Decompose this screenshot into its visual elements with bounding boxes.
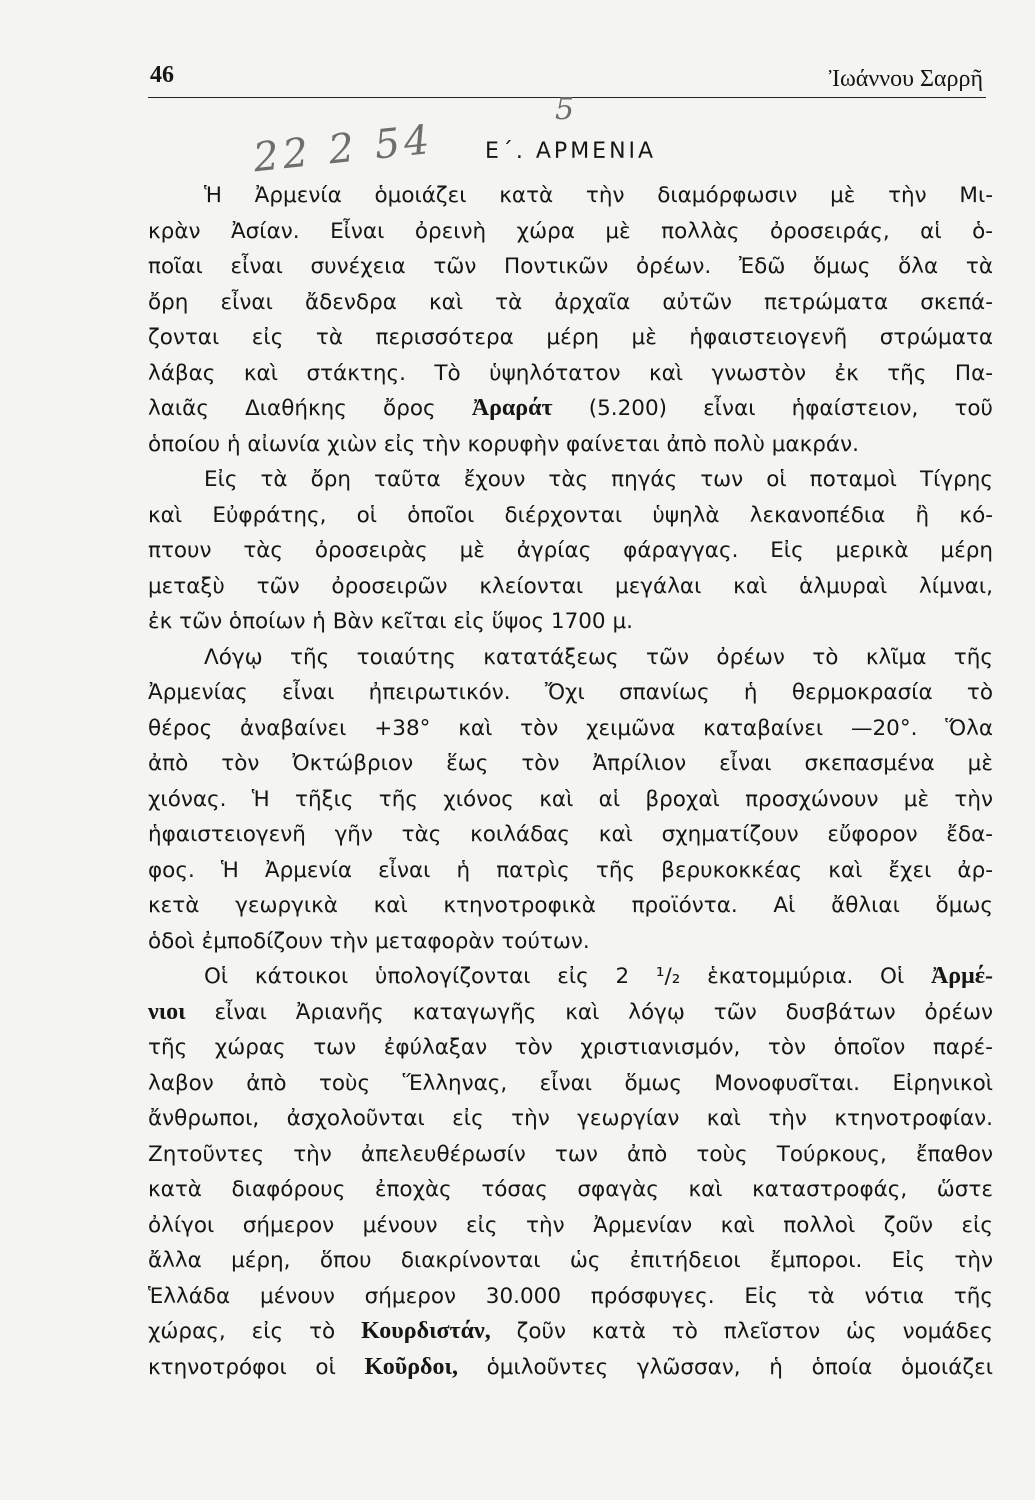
text-line: Ζητοῦντες τὴν ἀπελευθέρωσίν των ἀπὸ τοὺς Τούρκους, ἔπαθον <box>148 1141 993 1167</box>
handwritten-mark: 5 <box>555 92 575 127</box>
text-line: Ἡ Ἀρμενία ὁμοιάζει κατὰ τὴν διαμόρφωσιν μὲ τὴν Μι- <box>204 183 993 208</box>
text-line: ἄνθρωποι, ἀσχολοῦνται εἰς τὴν γεωργίαν καὶ τὴν κτηνοτροφίαν. <box>148 1106 993 1131</box>
page-number: 46 <box>150 62 174 88</box>
text-line: ζονται εἰς τὰ περισσότερα μέρη μὲ ἡφαιστειογενῆ στρώματα <box>148 325 993 350</box>
text-line: ὁδοὶ ἐμποδίζουν τὴν μεταφορὰν τούτων. <box>148 928 590 954</box>
text-line: πτουν τὰς ὀροσειρὰς μὲ ἀγρίας φάραγγας. Εἰς μερικὰ μέρη <box>148 538 993 563</box>
handwritten-date-annotation: 22 2 54 <box>251 116 436 182</box>
text-line: ὀλίγοι σήμερον μένουν εἰς τὴν Ἀρμενίαν καὶ πολλοὶ ζοῦν εἰς <box>148 1212 993 1238</box>
text-line: κατὰ διαφόρους ἐποχὰς τόσας σφαγὰς καὶ καταστροφάς, ὥστε <box>148 1177 993 1202</box>
text-line: τῆς χώρας των ἐφύλαξαν τὸν χριστιανισμόν, τὸν ὁποῖον παρέ- <box>148 1035 993 1060</box>
place-name-ararat: Ἀραράτ <box>471 395 553 421</box>
text-line: καὶ Εὐφράτης, οἱ ὁποῖοι διέρχονται ὑψηλὰ λεκανοπέδια ἢ κό- <box>148 502 993 528</box>
paragraph <box>148 640 993 960</box>
text-line: ποῖαι εἶναι συνέχεια τῶν Ποντικῶν ὀρέων. Ἐδῶ ὅμως ὅλα τὰ <box>148 254 993 279</box>
text-line: ἄλλα μέρη, ὅπου διακρίνονται ὡς ἐπιτήδειοι ἔμποροι. Εἰς τὴν <box>148 1248 993 1273</box>
text-line: Λόγῳ τῆς τοιαύτης κατατάξεως τῶν ὀρέων τὸ κλῖμα τῆς <box>204 644 993 670</box>
text-line: λαβον ἀπὸ τοὺς Ἕλληνας, εἶναι ὅμως Μονοφυσῖται. Εἰρηνικοὶ <box>148 1070 993 1096</box>
text-line: ὁποίου ἡ αἰωνία χιὼν εἰς τὴν κορυφὴν φαίνεται ἀπὸ πολὺ μακράν. <box>148 431 859 457</box>
text-line: ἐκ τῶν ὁποίων ἡ Βὰν κεῖται εἰς ὕψος 1700 μ. <box>148 609 633 634</box>
running-head-author: Ἰωάννου Σαρρῆ <box>828 66 983 92</box>
paragraph <box>148 462 993 640</box>
text-line: Ἑλλάδα μένουν σήμερον 30.000 πρόσφυγες. Εἰς τὰ νότια τῆς <box>148 1283 993 1309</box>
term-armenians: Ἀρμέ- <box>930 963 993 989</box>
paragraph <box>148 959 993 1385</box>
text-line: χώρας, εἰς τὸ Κουρδιστάν, ζοῦν κατὰ τὸ πλεῖστον ὡς νομάδες <box>148 1318 993 1344</box>
place-name-kurdistan: Κουρδιστάν, <box>361 1318 491 1344</box>
text-line: Εἰς τὰ ὄρη ταῦτα ἔχουν τὰς πηγάς των οἱ ποταμοὶ Τίγρης <box>204 467 993 492</box>
term-kurds: Κοῦρδοι, <box>364 1353 458 1380</box>
text-line: χιόνας. Ἡ τῆξις τῆς χιόνος καὶ αἱ βροχαὶ προσχώνουν μὲ τὴν <box>148 786 993 812</box>
chapter-title: Ε΄. ΑΡΜΕΝΙΑ <box>485 139 657 164</box>
paragraph <box>148 178 993 462</box>
text-line: κτηνοτρόφοι οἱ Κοῦρδοι, ὁμιλοῦντες γλῶσσαν, ἡ ὁποία ὁμοιάζει <box>148 1353 993 1380</box>
text-line: ἀπὸ τὸν Ὀκτώβριον ἕως τὸν Ἀπρίλιον εἶναι σκεπασμένα μὲ <box>148 751 993 776</box>
text-line: Οἱ κάτοικοι ὑπολογίζονται εἰς 2 ¹/₂ ἑκατομμύρια. Οἱ Ἀρμέ- <box>204 963 993 989</box>
text-line: ὄρη εἶναι ἄδενδρα καὶ τὰ ἀρχαῖα αὐτῶν πετρώματα σκεπά- <box>148 289 993 315</box>
text-line: κετὰ γεωργικὰ καὶ κτηνοτροφικὰ προϊόντα. Αἱ ἄθλιαι ὅμως <box>148 893 993 918</box>
body-text <box>148 178 993 1385</box>
text-line: Ἀρμενίας εἶναι ἠπειρωτικόν. Ὄχι σπανίως ἡ θερμοκρασία τὸ <box>148 680 993 705</box>
text-line: νιοι εἶναι Ἀριανῆς καταγωγῆς καὶ λόγῳ τῶν δυσβάτων ὀρέων <box>148 998 993 1025</box>
text-line: θέρος ἀναβαίνει +38° καὶ τὸν χειμῶνα καταβαίνει —20°. Ὅλα <box>148 715 993 741</box>
text-line: ἡφαιστειογενῆ γῆν τὰς κοιλάδας καὶ σχηματίζουν εὔφορον ἔδα- <box>148 822 993 847</box>
text-line: μεταξὺ τῶν ὀροσειρῶν κλείονται μεγάλαι καὶ ἁλμυραὶ λίμναι, <box>148 573 993 599</box>
term-armenians-cont: νιοι <box>148 998 186 1025</box>
text-line: κρὰν Ἀσίαν. Εἶναι ὀρεινὴ χώρα μὲ πολλὰς ὀροσειράς, αἱ ὁ- <box>148 218 993 244</box>
text-line: φος. Ἡ Ἀρμενία εἶναι ἡ πατρὶς τῆς βερυκοκκέας καὶ ἔχει ἀρ- <box>148 857 993 883</box>
text-line: λάβας καὶ στάκτης. Τὸ ὑψηλότατον καὶ γνωστὸν ἐκ τῆς Πα- <box>148 360 993 386</box>
text-line: λαιᾶς Διαθήκης ὄρος Ἀραράτ (5.200) εἶναι ἡφαίστειον, τοῦ <box>148 395 993 421</box>
